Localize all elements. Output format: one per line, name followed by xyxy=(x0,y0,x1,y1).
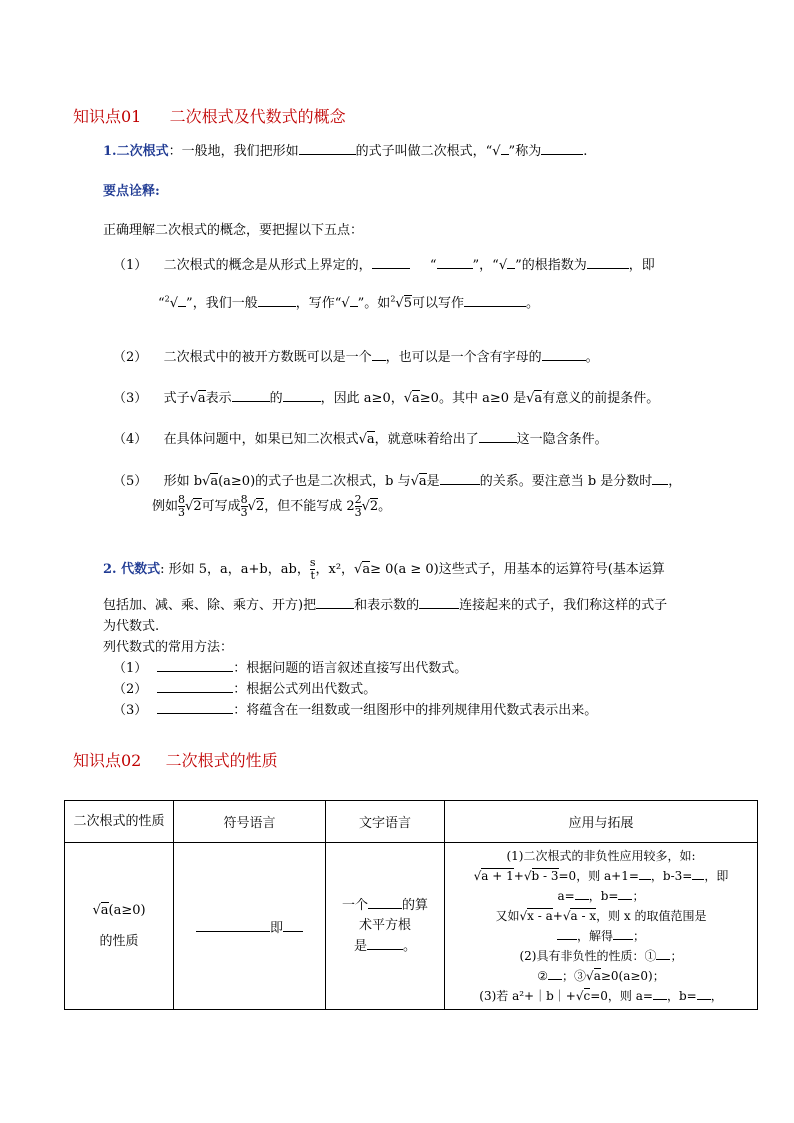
radicand: b - 3 xyxy=(531,869,559,883)
app-fragment: ，则 x 的取值范围是 xyxy=(596,909,707,923)
radical-icon: √ xyxy=(185,499,194,514)
app-fragment: ， xyxy=(710,989,723,1003)
blank xyxy=(232,388,270,402)
point-number: （4） xyxy=(113,432,148,447)
property-cell xyxy=(65,843,174,1010)
denominator: 3 xyxy=(240,506,248,519)
radical-bar xyxy=(350,306,358,307)
blank xyxy=(367,936,403,950)
header-cell: 符号语言 xyxy=(174,801,326,843)
radicand: a xyxy=(197,391,206,406)
point-text: ， xyxy=(668,474,682,489)
radicand: a - x xyxy=(570,909,597,923)
numerator: 8 xyxy=(178,493,186,506)
radicand: a xyxy=(366,432,375,447)
point-number: （1） xyxy=(113,258,148,273)
text-line: 术平方根 xyxy=(358,918,411,933)
denominator: t xyxy=(310,569,315,582)
radical-icon: √ xyxy=(575,989,584,1003)
app-fragment: 又如 xyxy=(495,909,520,923)
symbol-text: 即 xyxy=(269,920,283,936)
app-fragment: ② xyxy=(537,969,549,983)
radical-icon: √ xyxy=(92,903,101,918)
root-index: 2 xyxy=(164,294,170,304)
radical-icon: √ xyxy=(358,432,367,447)
point-text: ，因此 a≥0， xyxy=(320,391,404,406)
application-line xyxy=(447,986,755,1006)
radicand: a xyxy=(362,562,371,577)
app-fragment: =0，则 a+1= xyxy=(558,869,639,883)
app-fragment: (3)若 a²+｜b｜+ xyxy=(479,989,576,1003)
point-text: (a≥0)的式子也是二次根式，b 与 xyxy=(218,474,411,489)
section-2-number: 知识点02 xyxy=(73,751,142,770)
radical-icon: √ xyxy=(473,869,482,883)
blank xyxy=(653,986,667,1000)
blank xyxy=(157,700,233,714)
point-text: ，就意味着给出了 xyxy=(374,432,479,447)
radical-icon: √ xyxy=(526,391,535,406)
application-line xyxy=(447,926,755,946)
properties-table xyxy=(64,800,758,1010)
algebraic-line-1 xyxy=(103,557,665,582)
blank xyxy=(419,595,459,609)
algebraic-text: 包括加、减、乘、除、乘方、开方)把 xyxy=(103,598,317,613)
point-text: ”。如 xyxy=(357,296,391,311)
app-fragment: ≥0(a≥0)； xyxy=(600,969,665,983)
root-index: 2 xyxy=(390,294,396,304)
app-fragment: a= xyxy=(557,889,575,903)
definition-line xyxy=(103,140,587,159)
method-text: ：根据问题的语言叙述直接写出代数式。 xyxy=(233,661,468,676)
text-line xyxy=(330,895,440,916)
symbol-cell xyxy=(174,843,326,1010)
blank xyxy=(299,141,356,155)
definition-text: 的式子叫做二次根式，“ xyxy=(355,144,493,159)
point-number: （5） xyxy=(113,474,148,489)
definition-text: ：一般地，我们把形如 xyxy=(168,144,299,159)
point-text: ，写作“ xyxy=(295,296,342,311)
point-text: 。 xyxy=(378,499,392,514)
method-text: ：将蕴含在一组数或一组图形中的排列规律用代数式表示出来。 xyxy=(233,703,598,718)
section-2-title: 二次根式的性质 xyxy=(165,751,278,770)
radical-icon: √ xyxy=(498,258,508,273)
blank xyxy=(618,886,632,900)
denominator: 3 xyxy=(354,506,362,519)
radicand: 2 xyxy=(369,499,379,514)
app-fragment: ，b= xyxy=(666,989,697,1003)
blank xyxy=(196,918,270,932)
property-caption: 的性质 xyxy=(99,934,139,949)
radical-icon: √ xyxy=(562,909,571,923)
condition: (a≥0) xyxy=(108,903,146,918)
point-5-line-2 xyxy=(152,494,391,519)
point-text: ”，我们一般 xyxy=(186,296,258,311)
application-line xyxy=(447,886,755,906)
point-text: 可以写作 xyxy=(411,296,464,311)
algebraic-line-2 xyxy=(103,594,667,613)
blank xyxy=(283,388,321,402)
methods-title: 列代数式的常用方法： xyxy=(103,640,234,655)
blank xyxy=(656,946,670,960)
radical-icon: √ xyxy=(361,499,370,514)
radical-icon: √ xyxy=(523,869,532,883)
point-text: 表示 xyxy=(205,391,232,406)
table-row xyxy=(65,843,758,1010)
fraction xyxy=(241,494,248,519)
numerator: 8 xyxy=(240,493,248,506)
algebraic-text: : 形如 5，a，a+b，ab， xyxy=(160,562,310,577)
blank xyxy=(440,471,480,485)
text-fragment: 是 xyxy=(353,939,367,954)
radicand: 2 xyxy=(193,499,202,514)
method-3 xyxy=(113,699,597,718)
algebraic-line-3: 为代数式. xyxy=(103,619,160,634)
numerator: 2 xyxy=(354,493,362,506)
point-text: ，也可以是一个含有字母的 xyxy=(385,350,542,365)
radicand: a xyxy=(100,903,109,918)
application-cell xyxy=(445,843,758,1010)
radical-icon: √ xyxy=(519,909,528,923)
app-fragment: ；③ xyxy=(562,969,587,983)
point-1-line-1 xyxy=(113,254,655,273)
radical-icon: √ xyxy=(202,474,211,489)
section-1-heading xyxy=(73,104,346,127)
application-line xyxy=(447,906,755,926)
text-line xyxy=(330,936,440,957)
radical-icon: √ xyxy=(395,296,404,311)
section-1-number: 知识点01 xyxy=(73,107,142,126)
radicand: 5 xyxy=(403,296,412,311)
intro-text: 正确理解二次根式的概念，要把握以下五点： xyxy=(103,223,364,238)
method-2 xyxy=(113,678,376,697)
point-text: “ xyxy=(158,296,165,311)
numerator: s xyxy=(309,556,316,569)
app-fragment: ，即 xyxy=(704,869,729,883)
blank xyxy=(479,429,517,443)
point-text: 二次根式中的被开方数既可以是一个 xyxy=(163,350,372,365)
app-fragment: ，b= xyxy=(588,889,619,903)
text-cell xyxy=(326,843,445,1010)
algebraic-label: 2. 代数式 xyxy=(103,562,161,577)
radical-bar xyxy=(178,306,186,307)
section-1-title: 二次根式及代数式的概念 xyxy=(169,107,346,126)
app-fragment: =0，则 a= xyxy=(590,989,653,1003)
app-fragment: ； xyxy=(633,929,646,943)
application-line: (1)二次根式的非负性应用较多，如: xyxy=(506,849,696,863)
property-expression xyxy=(69,903,169,918)
algebraic-text: 和表示数的 xyxy=(354,598,420,613)
app-fragment: + xyxy=(513,869,524,883)
blank xyxy=(541,141,583,155)
radicand: x - a xyxy=(527,909,553,923)
point-text: ”的根指数为 xyxy=(515,258,587,273)
point-3 xyxy=(113,387,659,406)
method-number: （3） xyxy=(113,703,148,718)
point-text: 这一隐含条件。 xyxy=(516,432,608,447)
point-text: 。 xyxy=(526,296,540,311)
blank xyxy=(587,255,629,269)
point-text: 例如 xyxy=(152,499,179,514)
radicand: a + 1 xyxy=(481,869,514,883)
radical-bar xyxy=(507,268,515,269)
blank xyxy=(464,293,526,307)
period: . xyxy=(583,144,588,159)
fraction xyxy=(178,494,185,519)
radical-icon: √ xyxy=(403,391,413,406)
method-text: ：根据公式列出代数式。 xyxy=(233,682,377,697)
algebraic-text: 连接起来的式子，我们称这样的式子 xyxy=(459,598,668,613)
point-text: ，但不能写成 2 xyxy=(264,499,355,514)
blank xyxy=(697,986,711,1000)
point-4 xyxy=(113,428,608,447)
blank xyxy=(613,926,633,940)
blank xyxy=(542,347,586,361)
radical-icon: √ xyxy=(410,474,419,489)
point-text: 。 xyxy=(585,350,599,365)
radicand: a xyxy=(593,969,601,983)
point-text: 形如 b xyxy=(163,474,203,489)
application-line xyxy=(447,946,755,966)
app-fragment: ，b-3= xyxy=(650,869,693,883)
radicand: 2 xyxy=(255,499,265,514)
header-cell: 应用与拓展 xyxy=(445,801,758,843)
inequality: ≥ 0(a ≥ 0) xyxy=(370,562,439,577)
app-fragment: ； xyxy=(632,889,645,903)
blank xyxy=(548,966,562,980)
application-line xyxy=(447,866,755,886)
app-fragment: ； xyxy=(670,949,683,963)
radicand: c xyxy=(583,989,591,1003)
radical-icon: √ xyxy=(492,144,501,159)
radicand: a xyxy=(210,474,219,489)
blank xyxy=(372,347,386,361)
point-text: 是 xyxy=(426,474,440,489)
blank xyxy=(557,926,577,940)
header-cell: 二次根式的性质 xyxy=(65,801,174,843)
algebraic-text: ，x²， xyxy=(315,562,355,577)
radical-icon: √ xyxy=(189,391,198,406)
definition-text: ”称为 xyxy=(508,144,542,159)
fraction xyxy=(355,494,362,519)
radical-bar xyxy=(501,154,509,155)
radical-icon: √ xyxy=(247,499,256,514)
radical-icon: √ xyxy=(341,296,350,311)
app-fragment: + xyxy=(552,909,563,923)
radical-icon: √ xyxy=(586,969,594,983)
algebraic-text: 这些式子，用基本的运算符号(基本运算 xyxy=(438,562,665,577)
point-text: 的关系。要注意当 b 是分数时 xyxy=(479,474,653,489)
blank xyxy=(157,679,233,693)
point-1-line-2 xyxy=(158,292,539,311)
method-number: （2） xyxy=(113,682,148,697)
blank xyxy=(316,595,354,609)
text-fragment: 的算 xyxy=(402,898,429,913)
text-fragment: 。 xyxy=(403,939,417,954)
point-5-line-1 xyxy=(113,470,681,489)
section-2-heading xyxy=(73,748,278,771)
text-fragment: 一个 xyxy=(341,898,368,913)
point-text: ，即 xyxy=(628,258,655,273)
point-text: 在具体问题中，如果已知二次根式 xyxy=(163,432,359,447)
app-fragment: (2)具有非负性的性质：① xyxy=(519,949,657,963)
blank xyxy=(437,255,473,269)
point-text: ≥0。其中 a≥0 是 xyxy=(419,391,527,406)
radicand: a xyxy=(534,391,543,406)
blank xyxy=(258,293,296,307)
blank xyxy=(692,866,704,880)
point-text: 的 xyxy=(269,391,283,406)
point-text: 有意义的前提条件。 xyxy=(542,391,660,406)
denominator: 3 xyxy=(178,506,186,519)
application-line xyxy=(447,966,755,986)
point-text: 式子 xyxy=(163,391,190,406)
point-text: ”，“ xyxy=(472,258,499,273)
radicand: a xyxy=(412,391,420,406)
header-cell: 文字语言 xyxy=(326,801,445,843)
point-number: （3） xyxy=(113,391,148,406)
point-text: 可写成 xyxy=(201,499,241,514)
blank xyxy=(157,658,233,672)
radical-icon: √ xyxy=(354,562,363,577)
definition-label: 1.二次根式 xyxy=(103,144,169,159)
blank xyxy=(368,895,402,909)
blank xyxy=(372,255,410,269)
radical-icon: √ xyxy=(169,296,179,311)
point-number: （2） xyxy=(113,350,148,365)
blank xyxy=(652,471,668,485)
point-2 xyxy=(113,346,599,365)
blank xyxy=(283,918,303,932)
point-text: “ xyxy=(429,258,437,273)
point-text: 二次根式的概念是从形式上界定的， xyxy=(163,258,372,273)
blank xyxy=(575,886,589,900)
blank xyxy=(639,866,651,880)
table-header-row xyxy=(65,801,758,843)
method-number: （1） xyxy=(113,661,148,676)
radicand: a xyxy=(418,474,427,489)
app-fragment: ，解得 xyxy=(576,929,613,943)
method-1 xyxy=(113,657,467,676)
key-points-label: 要点诠释: xyxy=(103,184,160,199)
